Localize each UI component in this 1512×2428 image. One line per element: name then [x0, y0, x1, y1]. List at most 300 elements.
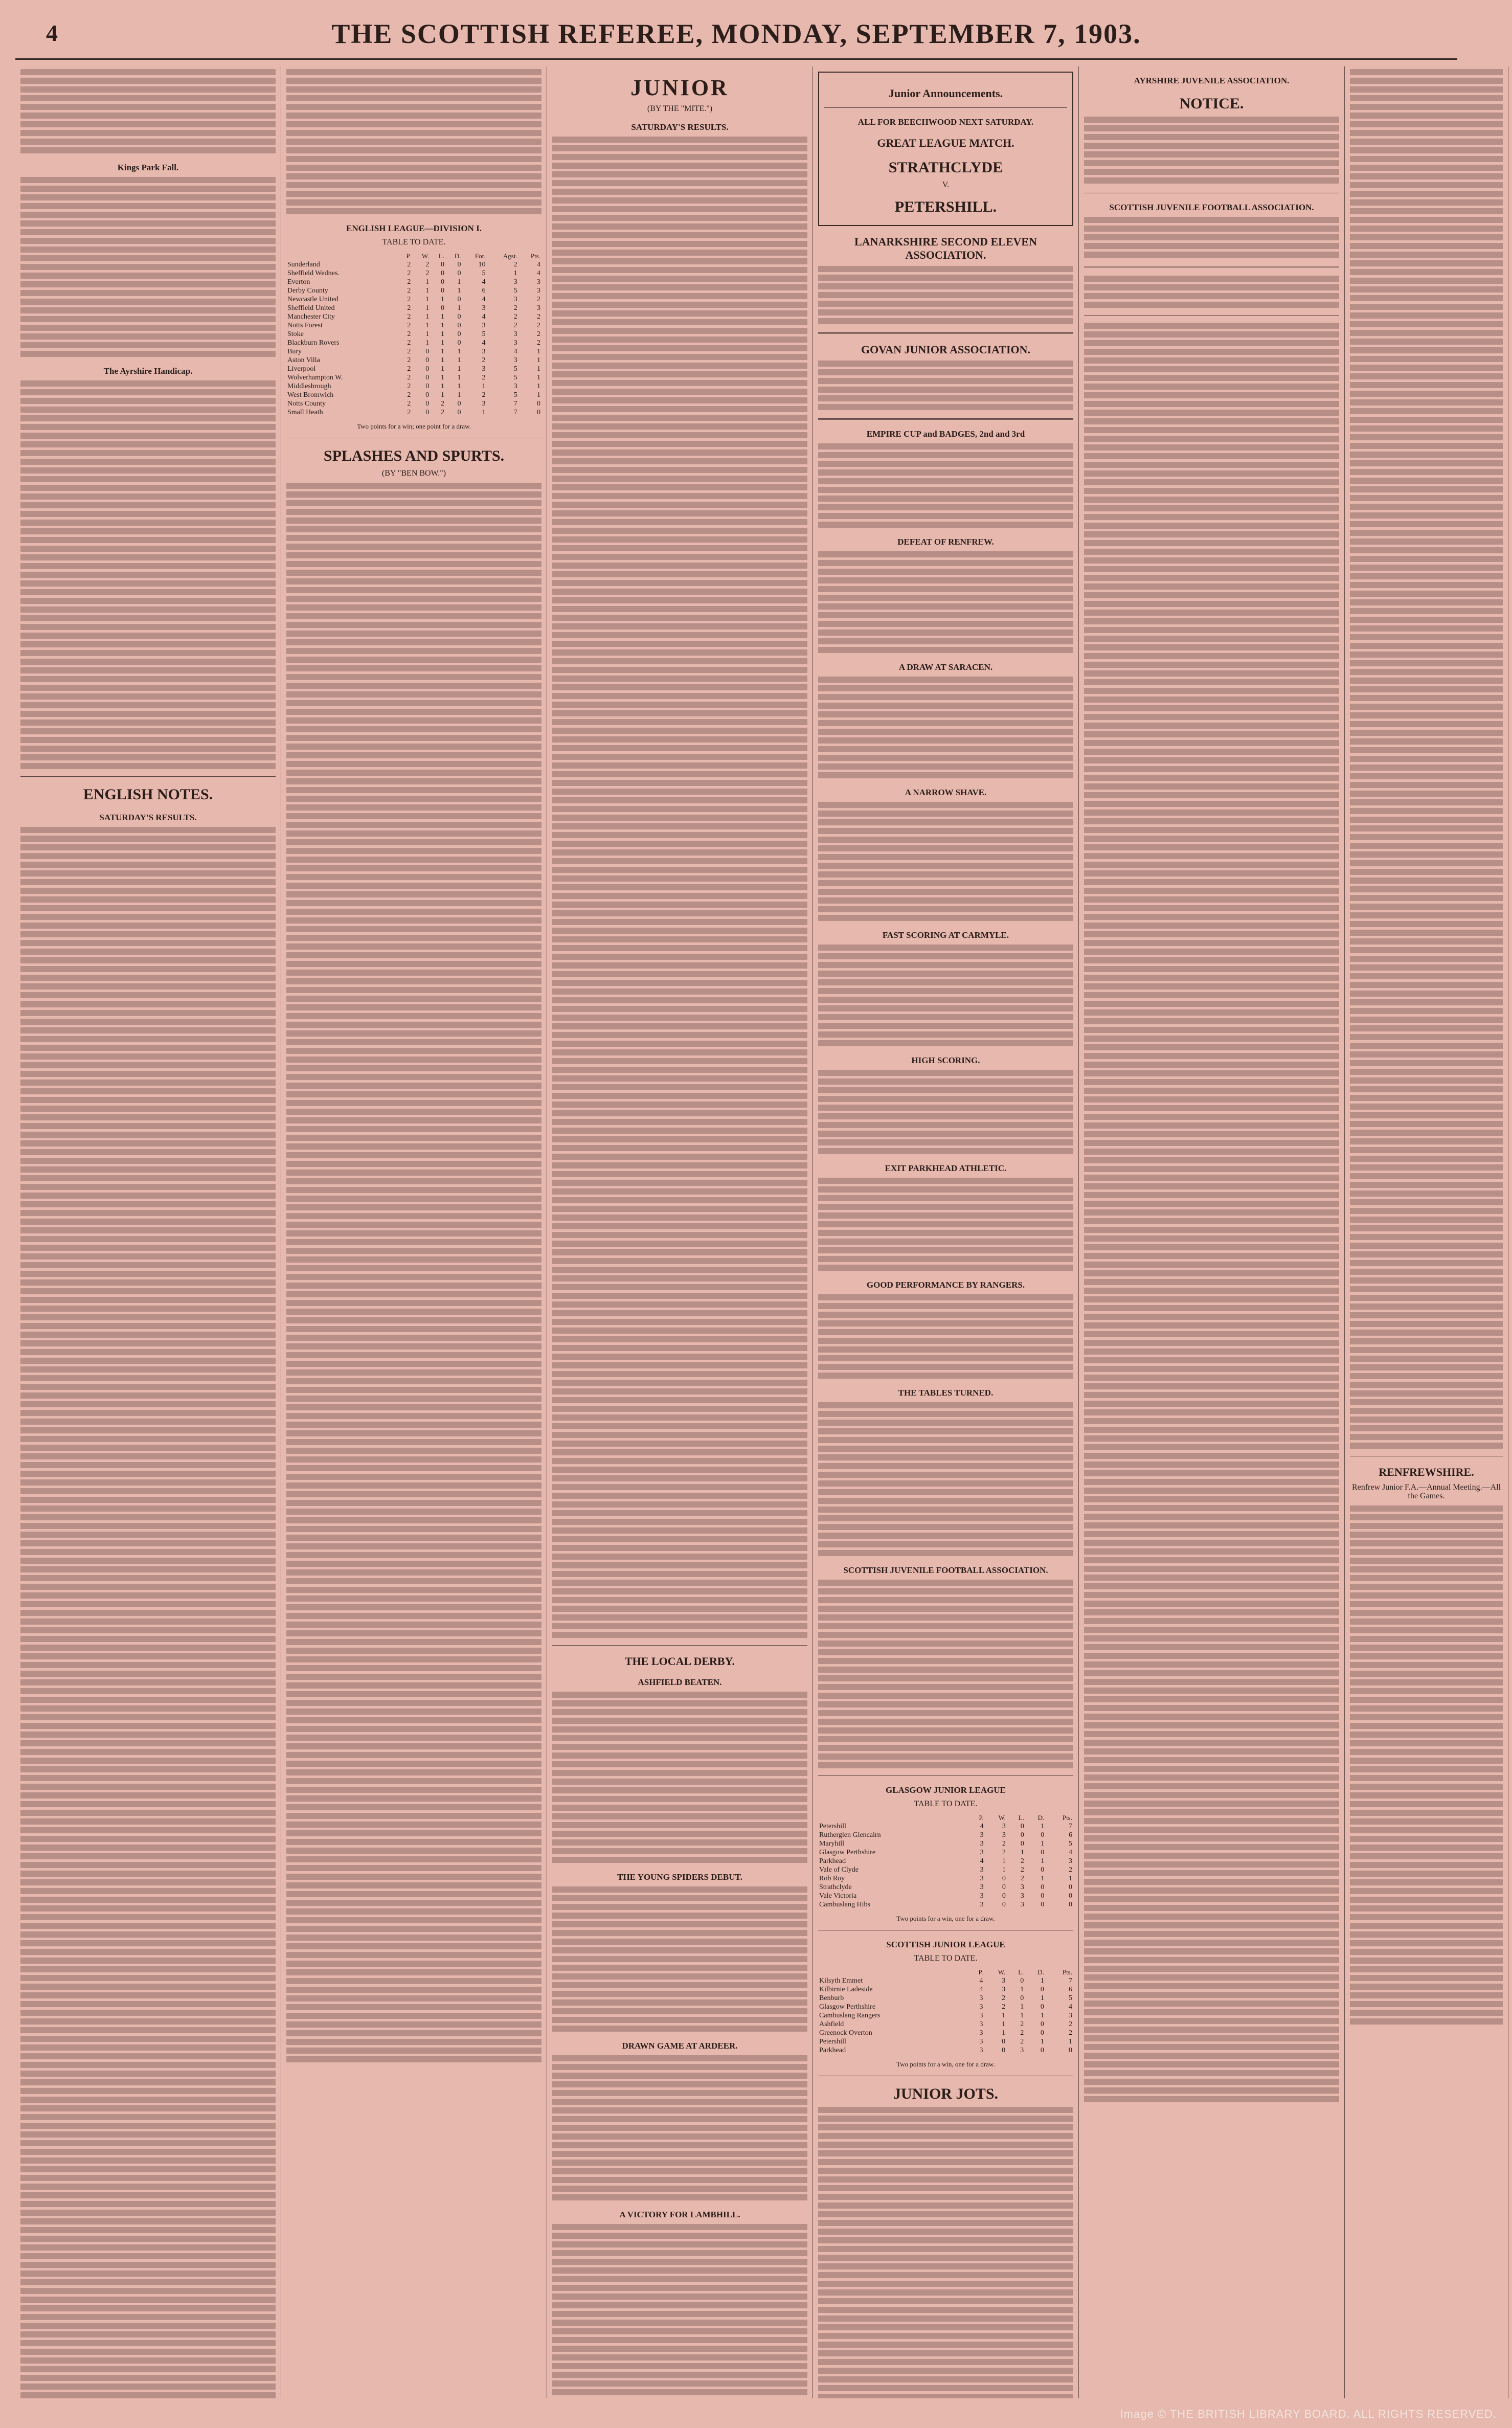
table-cell: 4 [537, 261, 540, 268]
table-cell: 0 [1040, 1986, 1044, 1993]
table-cell: 1 [1002, 2012, 1006, 2019]
table-row [818, 2011, 1073, 2020]
table-cell: 4 [979, 1986, 983, 1993]
column-header: L. [438, 252, 444, 260]
ayrshire-juvenile-heading: AYRSHIRE JUVENILE ASSOCIATION. [1134, 76, 1290, 85]
column-5 [1079, 66, 1345, 2398]
table-cell: 1 [425, 330, 430, 338]
column-2 [281, 66, 547, 2398]
table-cell: 1 [425, 296, 430, 303]
table-row [286, 321, 541, 330]
table-cell: 1 [440, 330, 444, 338]
table-cell: 0 [457, 261, 461, 268]
table-cell: 3 [482, 365, 486, 373]
table-cell: 3 [513, 356, 517, 364]
table-cell: 0 [457, 269, 461, 277]
table-row [818, 1874, 1073, 1883]
article-text [20, 380, 276, 769]
table-cell: 2 [482, 356, 486, 364]
table-row [286, 304, 541, 312]
article-text [552, 1886, 807, 2032]
table-cell: 0 [1002, 1892, 1006, 1900]
table-cell: 3 [1020, 1901, 1024, 1908]
masthead [15, 9, 1457, 60]
renfrew-subheading: Renfrew Junior F.A.—Annual Meeting.—All the Games. [1351, 1483, 1501, 1500]
table-cell: 3 [979, 2003, 983, 2011]
table-row [818, 1883, 1073, 1892]
column-header: P. [406, 252, 411, 260]
table-row [818, 1985, 1073, 1994]
table-row [286, 391, 541, 399]
table-cell: 2 [513, 322, 517, 329]
table-cell: 1 [425, 322, 430, 329]
team-a: STRATHCLYDE [888, 159, 1003, 176]
table-cell: 2 [407, 322, 411, 329]
glasgow-league-heading: GLASGOW JUNIOR LEAGUE [886, 1785, 1006, 1795]
article-text [818, 361, 1073, 410]
table-cell: 3 [979, 2029, 983, 2037]
junior-byline: (BY THE "MITE.") [647, 104, 713, 113]
table-cell: 4 [482, 313, 486, 321]
glasgow-league-note: Two points for a win, one for a draw. [896, 1915, 995, 1922]
table-cell: 0 [1041, 1883, 1045, 1891]
team-name: Rob Roy [819, 1875, 845, 1882]
table-cell: 3 [482, 348, 486, 355]
table-cell: 1 [440, 322, 444, 329]
table-cell: 6 [1069, 1831, 1072, 1839]
newspaper-title: THE SCOTTISH REFEREE, MONDAY, SEPTEMBER 7, 1903. [331, 18, 1141, 49]
table-cell: 0 [457, 313, 461, 321]
table-cell: 2 [1002, 1840, 1006, 1848]
table-cell: 1 [440, 313, 444, 321]
table-cell: 5 [513, 365, 517, 373]
table-row [818, 1900, 1073, 1909]
scottish-league-heading: SCOTTISH JUNIOR LEAGUE [886, 1940, 1005, 1949]
advert-text [1084, 276, 1339, 308]
table-cell: 0 [1002, 1875, 1006, 1882]
table-cell: 1 [1069, 1875, 1072, 1882]
table-cell: 1 [1002, 2029, 1006, 2037]
table-cell: 3 [1069, 1857, 1072, 1865]
table-cell: 2 [1020, 1857, 1024, 1865]
team-name: Petershill [819, 1823, 846, 1830]
table-cell: 1 [1041, 1857, 1045, 1865]
table-cell: 3 [513, 383, 517, 390]
column-header: W. [421, 252, 430, 260]
table-cell: 1 [425, 287, 430, 295]
table-cell: 1 [482, 383, 486, 390]
table-cell: 1 [440, 356, 444, 364]
scottish-league-subheading: TABLE TO DATE. [914, 1954, 978, 1963]
table-cell: 0 [1069, 1892, 1072, 1900]
table-cell: 0 [425, 348, 430, 355]
table-cell: 0 [1020, 1977, 1024, 1985]
scottish-juvenile-heading: SCOTTISH JUVENILE FOOTBALL ASSOCIATION. [843, 1565, 1048, 1575]
column-header: P. [979, 1814, 984, 1822]
drawn-game-heading: DRAWN GAME AT ARDEER. [622, 2041, 738, 2051]
great-match-line: GREAT LEAGUE MATCH. [877, 137, 1014, 149]
glasgow-league-table [818, 1813, 1073, 1909]
table-cell: 0 [1002, 2047, 1006, 2054]
table-cell: 3 [513, 339, 517, 347]
table-cell: 0 [1040, 2047, 1044, 2054]
table-cell: 1 [1069, 2038, 1072, 2045]
table-cell: 2 [1020, 2029, 1024, 2037]
table-cell: 4 [980, 1823, 984, 1830]
table-cell: 1 [1002, 1857, 1006, 1865]
table-cell: 0 [1040, 2020, 1044, 2028]
table-cell: 2 [537, 313, 540, 321]
table-cell: 1 [425, 278, 430, 286]
table-cell: 1 [1040, 1994, 1044, 2002]
table-cell: 3 [1020, 1892, 1024, 1900]
table-cell: 1 [457, 356, 461, 364]
table-cell: 1 [1020, 1986, 1024, 1993]
table-cell: 1 [537, 356, 540, 364]
article-text [818, 1294, 1073, 1379]
table-cell: 0 [1002, 1883, 1006, 1891]
team-name: Cambuslang Rangers [819, 2012, 881, 2019]
govan-heading: GOVAN JUNIOR ASSOCIATION. [861, 343, 1031, 356]
table-cell: 5 [1069, 1994, 1072, 2002]
table-row [286, 347, 541, 356]
table-cell: 2 [537, 322, 540, 329]
scottish-league-note: Two points for a win, one for a draw. [896, 2060, 995, 2068]
table-cell: 3 [1002, 1977, 1006, 1985]
table-cell: 4 [482, 296, 486, 303]
table-cell: 3 [513, 296, 517, 303]
table-cell: 1 [440, 365, 444, 373]
table-cell: 0 [1069, 1901, 1072, 1908]
article-text [1084, 323, 1339, 2102]
table-cell: 3 [979, 1994, 983, 2002]
junior-heading: JUNIOR [630, 75, 729, 100]
article-text [20, 177, 276, 357]
table-cell: 0 [425, 391, 430, 399]
team-name: Everton [287, 278, 310, 286]
local-derby-heading: THE LOCAL DERBY. [625, 1655, 735, 1668]
versus: V. [942, 181, 950, 189]
table-cell: 1 [440, 348, 444, 355]
table-cell: 4 [1069, 1849, 1072, 1856]
column-header [818, 1813, 969, 1822]
table-cell: 0 [1069, 2047, 1072, 2054]
team-name: Vale Victoria [819, 1892, 857, 1900]
renfrewshire-heading: RENFREWSHIRE. [1379, 1466, 1474, 1478]
table-cell: 1 [482, 409, 486, 416]
table-cell: 0 [1040, 2003, 1044, 2011]
table-cell: 0 [440, 304, 444, 312]
table-cell: 3 [980, 1875, 984, 1882]
lanarkshire-heading: LANARKSHIRE SECOND ELEVEN ASSOCIATION. [854, 235, 1037, 261]
notice-text [1084, 117, 1339, 184]
table-cell: 1 [537, 383, 540, 390]
table-row [818, 1976, 1073, 1985]
table-cell: 0 [425, 409, 430, 416]
team-name: Kilsyth Emmet [819, 1977, 863, 1985]
table-cell: 0 [1002, 2038, 1006, 2045]
ashfield-heading: ASHFIELD BEATEN. [638, 1677, 722, 1687]
team-name: Benburb [819, 1994, 844, 2002]
team-name: Middlesbrough [287, 383, 331, 390]
table-cell: 2 [407, 313, 411, 321]
table-cell: 10 [478, 261, 486, 268]
table-cell: 0 [457, 296, 461, 303]
column-6 [1345, 66, 1508, 2398]
kings-park-heading: Kings Park Fall. [117, 163, 179, 172]
table-cell: 0 [1020, 1831, 1024, 1839]
table-cell: 1 [1002, 2020, 1006, 2028]
table-cell: 2 [537, 296, 540, 303]
table-cell: 5 [513, 374, 517, 381]
team-name: Glasgow Perthshire [819, 1849, 876, 1856]
table-header-row [818, 1968, 1073, 1976]
team-name: Blackburn Rovers [287, 339, 340, 347]
announcements-box [818, 72, 1073, 226]
article-text [20, 69, 276, 153]
table-cell: 0 [1041, 1866, 1045, 1874]
table-cell: 2 [482, 391, 486, 399]
rangers-heading: GOOD PERFORMANCE BY RANGERS. [866, 1280, 1025, 1290]
team-name: Small Heath [287, 409, 323, 416]
young-spiders-heading: THE YOUNG SPIDERS DEBUT. [617, 1872, 742, 1882]
table-cell: 2 [407, 374, 411, 381]
column-header: D. [454, 252, 461, 260]
article-text [552, 1692, 807, 1863]
table-cell: 1 [457, 391, 461, 399]
table-row [818, 2046, 1073, 2055]
table-row [286, 269, 541, 278]
table-cell: 0 [440, 278, 444, 286]
team-name: Cambuslang Hibs [819, 1901, 870, 1908]
table-cell: 1 [537, 348, 540, 355]
table-row [818, 1831, 1073, 1839]
table-cell: 3 [1020, 2047, 1024, 2054]
results-list [552, 137, 807, 1638]
table-cell: 3 [482, 400, 486, 408]
article-text [1350, 69, 1503, 1449]
team-name: Aston Villa [287, 356, 320, 364]
table-cell: 5 [482, 330, 486, 338]
table-cell: 0 [457, 322, 461, 329]
team-name: Rutherglen Glencairn [819, 1831, 881, 1839]
table-cell: 1 [537, 374, 540, 381]
table-cell: 1 [457, 287, 461, 295]
column-header: Pts. [1062, 1968, 1072, 1976]
column-header: Pts. [530, 252, 540, 260]
article-text [286, 483, 541, 2062]
team-name: Vale of Clyde [819, 1866, 859, 1874]
table-cell: 0 [1020, 1994, 1024, 2002]
table-cell: 2 [407, 348, 411, 355]
table-cell: 1 [440, 374, 444, 381]
table-row [286, 365, 541, 373]
table-cell: 2 [482, 374, 486, 381]
high-scoring-heading: HIGH SCORING. [911, 1055, 980, 1065]
table-cell: 3 [1020, 1883, 1024, 1891]
table-cell: 7 [1069, 1977, 1072, 1985]
tables-turned-heading: THE TABLES TURNED. [898, 1388, 994, 1398]
table-cell: 3 [513, 278, 517, 286]
table-cell: 1 [1040, 2012, 1044, 2019]
league-table-note: Two points for a win; one point for a draw. [357, 422, 471, 430]
table-cell: 6 [1069, 1986, 1072, 1993]
column-header: Pts. [1062, 1814, 1072, 1822]
team-name: Liverpool [287, 365, 316, 373]
table-cell: 3 [979, 2020, 983, 2028]
team-name: Ashfield [819, 2020, 844, 2028]
league-table-subheading: TABLE TO DATE. [382, 238, 446, 246]
table-cell: 3 [980, 1849, 984, 1856]
column-4 [813, 66, 1079, 2398]
table-cell: 0 [425, 400, 430, 408]
scottish-league-table [818, 1968, 1073, 2055]
table-cell: 1 [1020, 2003, 1024, 2011]
table-row [286, 399, 541, 408]
table-cell: 3 [1002, 1831, 1006, 1839]
table-cell: 1 [513, 269, 517, 277]
column-header [286, 252, 399, 260]
table-cell: 2 [407, 304, 411, 312]
table-row [286, 312, 541, 321]
table-cell: 3 [482, 304, 486, 312]
table-cell: 7 [1069, 1823, 1072, 1830]
article-text [818, 266, 1073, 324]
table-cell: 3 [537, 278, 540, 286]
table-row [286, 330, 541, 339]
junior-jots-heading: JUNIOR JOTS. [893, 2085, 999, 2102]
article-text [552, 2224, 807, 2395]
results-list [20, 827, 276, 998]
splashes-byline: (BY "BEN BOW.") [381, 469, 446, 478]
article-text [818, 802, 1073, 921]
lambhill-heading: A VICTORY FOR LAMBHILL. [619, 2210, 740, 2219]
league-table-heading: ENGLISH LEAGUE—DIVISION I. [346, 223, 482, 233]
column-header: L. [1018, 1968, 1024, 1976]
table-cell: 1 [425, 339, 430, 347]
table-cell: 4 [1069, 2003, 1072, 2011]
table-cell: 2 [1020, 2038, 1024, 2045]
article-text [1350, 1505, 1503, 2025]
table-cell: 1 [1002, 1866, 1006, 1874]
table-cell: 2 [425, 269, 430, 277]
glasgow-league-subheading: TABLE TO DATE. [914, 1800, 978, 1808]
column-header: L. [1018, 1814, 1024, 1822]
table-cell: 0 [1041, 1849, 1045, 1856]
table-cell: 3 [979, 2047, 983, 2054]
table-cell: 2 [1069, 2029, 1072, 2037]
article-text [818, 1070, 1073, 1154]
column-header: P. [978, 1968, 983, 1976]
team-name: Sheffield United [287, 304, 335, 312]
table-cell: 1 [440, 391, 444, 399]
table-cell: 4 [979, 1977, 983, 1985]
team-name: Parkhead [819, 1857, 846, 1865]
team-name: Kilbirnie Ladeside [819, 1986, 873, 1993]
table-cell: 2 [513, 261, 517, 268]
table-cell: 2 [407, 409, 411, 416]
table-cell: 1 [1040, 1977, 1044, 1985]
table-cell: 2 [407, 383, 411, 390]
page-number: 4 [46, 20, 58, 46]
table-row [286, 382, 541, 391]
table-cell: 2 [407, 365, 411, 373]
table-cell: 1 [537, 365, 540, 373]
table-row [286, 373, 541, 382]
empire-cup-heading: EMPIRE CUP and BADGES, 2nd and 3rd [866, 429, 1025, 439]
table-cell: 4 [980, 1857, 984, 1865]
table-cell: 0 [1020, 1840, 1024, 1848]
table-cell: 0 [425, 356, 430, 364]
table-cell: 4 [482, 339, 486, 347]
table-cell: 1 [425, 304, 430, 312]
team-name: Stoke [287, 330, 304, 338]
table-cell: 3 [979, 2038, 983, 2045]
table-cell: 3 [1002, 1823, 1006, 1830]
table-row [286, 356, 541, 365]
table-row [286, 286, 541, 295]
table-cell: 2 [425, 261, 430, 268]
table-cell: 0 [1002, 1901, 1006, 1908]
table-cell: 2 [407, 296, 411, 303]
table-cell: 5 [482, 269, 486, 277]
table-cell: 1 [457, 383, 461, 390]
table-cell: 1 [457, 348, 461, 355]
table-cell: 0 [537, 409, 540, 416]
english-league-table [286, 252, 541, 417]
table-cell: 2 [1002, 1849, 1006, 1856]
table-row [818, 2020, 1073, 2029]
table-cell: 0 [440, 261, 444, 268]
article-text [818, 551, 1073, 653]
table-cell: 2 [1020, 1866, 1024, 1874]
team-name: Manchester City [287, 313, 335, 321]
team-name: West Bromwich [287, 391, 334, 399]
table-cell: 1 [457, 365, 461, 373]
article-text [818, 1178, 1073, 1271]
table-row [286, 260, 541, 269]
table-row [818, 1848, 1073, 1857]
table-cell: 3 [980, 1866, 984, 1874]
team-name: Strathclyde [819, 1883, 852, 1891]
article-text [818, 677, 1073, 778]
table-row [818, 1822, 1073, 1831]
table-row [818, 2003, 1073, 2011]
column-header [818, 1968, 968, 1976]
table-cell: 2 [440, 409, 444, 416]
table-cell: 1 [537, 391, 540, 399]
article-text [818, 1402, 1073, 1556]
team-name: Newcastle United [287, 296, 338, 303]
table-cell: 2 [407, 400, 411, 408]
table-cell: 3 [979, 2012, 983, 2019]
team-b: PETERSHILL. [894, 198, 997, 215]
article-text [286, 69, 541, 214]
column-header: D. [1037, 1968, 1044, 1976]
column-header: W. [998, 1968, 1006, 1976]
table-cell: 2 [513, 304, 517, 312]
table-cell: 2 [440, 400, 444, 408]
table-cell: 0 [457, 400, 461, 408]
table-cell: 2 [1020, 2020, 1024, 2028]
team-name: Notts County [287, 400, 326, 408]
team-name: Notts Forest [287, 322, 323, 329]
saturdays-results-heading: SATURDAY'S RESULTS. [99, 813, 197, 822]
table-cell: 0 [1041, 1901, 1045, 1908]
table-row [286, 295, 541, 304]
table-cell: 0 [537, 400, 540, 408]
team-name: Sunderland [287, 261, 320, 268]
